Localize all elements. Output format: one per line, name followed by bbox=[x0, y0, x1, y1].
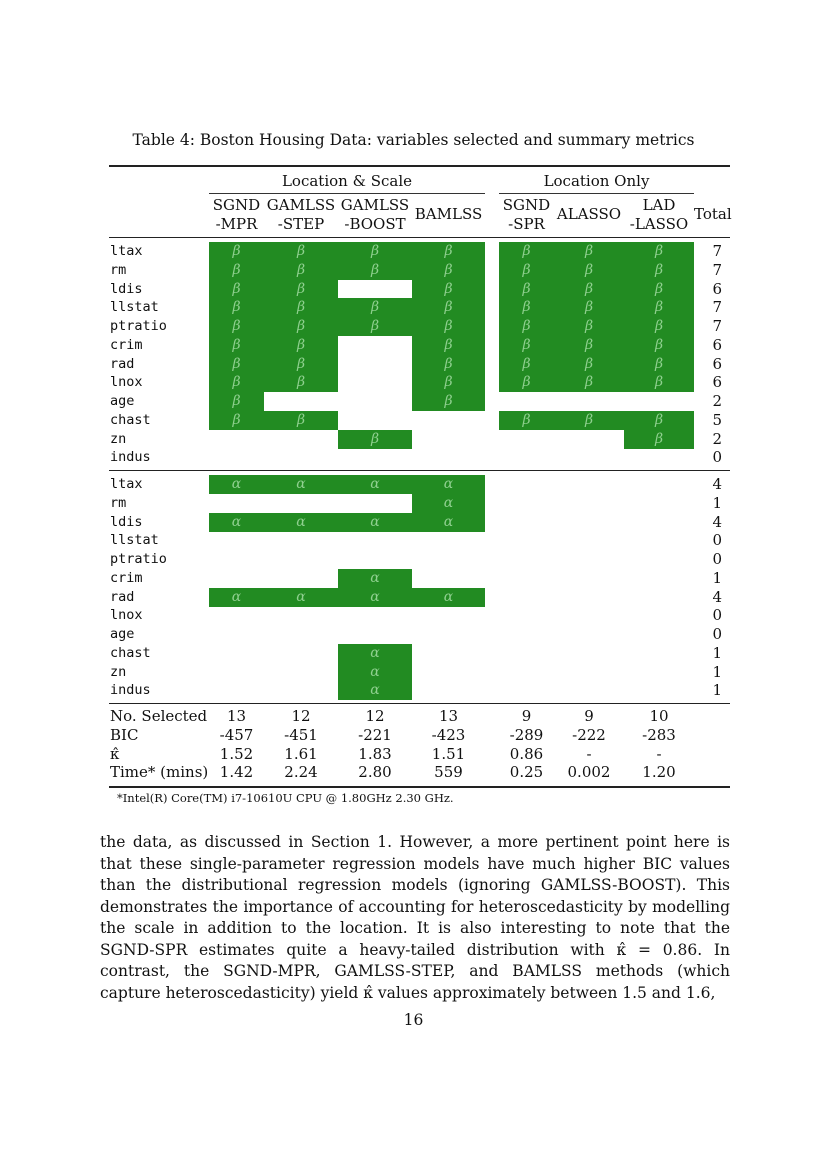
variable-name: lnox bbox=[110, 374, 143, 391]
summary-value: 1.83 bbox=[358, 744, 392, 763]
empty-cell bbox=[338, 494, 412, 513]
selected-cell: β bbox=[338, 317, 412, 336]
summary-value: 559 bbox=[434, 763, 463, 782]
empty-cell bbox=[412, 411, 485, 430]
variable-name: rm bbox=[110, 494, 127, 511]
empty-cell bbox=[338, 392, 412, 411]
column-header-line1: SGND bbox=[212, 196, 261, 214]
selected-cell: α bbox=[264, 513, 338, 532]
empty-cell bbox=[338, 373, 412, 392]
selected-cell: β bbox=[264, 298, 338, 317]
empty-cell bbox=[264, 392, 338, 411]
selected-cell: β bbox=[338, 298, 412, 317]
row-total: 1 bbox=[712, 493, 722, 512]
empty-cell bbox=[499, 430, 554, 449]
table-row bbox=[109, 430, 730, 449]
selected-cell: α bbox=[338, 663, 412, 682]
selected-cell: α bbox=[412, 475, 485, 494]
empty-cell bbox=[209, 531, 264, 550]
row-total: 2 bbox=[712, 392, 722, 410]
table-row bbox=[109, 298, 730, 317]
selected-cell: β bbox=[209, 373, 264, 392]
variable-name: llstat bbox=[110, 532, 159, 549]
summary-value: 13 bbox=[438, 707, 459, 725]
variable-name: chast bbox=[110, 411, 151, 428]
empty-cell bbox=[209, 430, 264, 449]
empty-cell bbox=[264, 606, 338, 625]
row-total: 1 bbox=[712, 643, 722, 662]
row-total: 0 bbox=[712, 531, 722, 550]
summary-value: 10 bbox=[649, 707, 669, 725]
row-total: 0 bbox=[712, 606, 722, 625]
column-header-2 bbox=[260, 196, 342, 234]
row-total: 1 bbox=[712, 568, 722, 587]
selected-cell: β bbox=[554, 242, 624, 261]
body-paragraph bbox=[100, 832, 730, 1004]
selected-cell: β bbox=[264, 411, 338, 430]
row-total: 1 bbox=[712, 662, 722, 681]
selected-cell: β bbox=[412, 317, 485, 336]
empty-cell bbox=[412, 448, 485, 467]
group-header-location-scale: Location & Scale bbox=[281, 172, 413, 190]
summary-row bbox=[109, 707, 730, 726]
empty-cell bbox=[209, 625, 264, 644]
selected-cell: β bbox=[264, 336, 338, 355]
summary-value: -289 bbox=[509, 725, 544, 744]
empty-cell bbox=[412, 681, 485, 700]
table-row bbox=[109, 336, 730, 355]
empty-cell bbox=[264, 625, 338, 644]
mid-rule bbox=[109, 470, 730, 471]
empty-cell bbox=[209, 663, 264, 682]
summary-label: No. Selected bbox=[110, 707, 208, 725]
selected-cell: α bbox=[412, 513, 485, 532]
selected-cell: β bbox=[338, 261, 412, 280]
selected-cell: β bbox=[264, 242, 338, 261]
selected-cell: β bbox=[554, 373, 624, 392]
row-total: 2 bbox=[712, 429, 722, 448]
selected-cell: β bbox=[554, 411, 624, 430]
selected-cell: β bbox=[412, 392, 485, 411]
variable-name: age bbox=[110, 626, 135, 642]
selected-cell: β bbox=[412, 373, 485, 392]
selected-cell: β bbox=[624, 411, 694, 430]
table-footnote: *Intel(R) Core(TM) i7-10610U CPU @ 1.80GHz 2.30 GHz. bbox=[117, 791, 454, 805]
selected-cell: β bbox=[624, 430, 694, 449]
selected-cell: α bbox=[412, 588, 485, 607]
summary-label: Time* (mins) bbox=[110, 763, 209, 782]
table-row bbox=[109, 475, 730, 494]
variable-name: zn bbox=[110, 430, 127, 447]
selected-cell: β bbox=[499, 298, 554, 317]
bottom-rule bbox=[109, 786, 730, 788]
summary-value: 2.80 bbox=[358, 763, 392, 782]
empty-cell bbox=[209, 448, 264, 467]
selected-cell: β bbox=[554, 261, 624, 280]
empty-cell bbox=[264, 430, 338, 449]
variable-name: indus bbox=[110, 682, 151, 699]
selected-cell: β bbox=[412, 355, 485, 374]
empty-cell bbox=[209, 550, 264, 569]
summary-value: 2.24 bbox=[284, 763, 318, 782]
selected-cell: β bbox=[624, 317, 694, 336]
column-header-line2: -MPR bbox=[215, 215, 258, 233]
empty-cell bbox=[412, 550, 485, 569]
table-row bbox=[109, 681, 730, 700]
table-row bbox=[109, 550, 730, 569]
column-header-7 bbox=[620, 196, 698, 234]
table-row bbox=[109, 411, 730, 430]
selected-cell: β bbox=[624, 355, 694, 374]
group-rule-location-scale bbox=[209, 193, 485, 194]
row-total: 7 bbox=[712, 317, 722, 335]
column-header-total: Total bbox=[694, 205, 732, 223]
selected-cell: α bbox=[338, 569, 412, 588]
empty-cell bbox=[338, 625, 412, 644]
table-row bbox=[109, 373, 730, 392]
table-row bbox=[109, 242, 730, 261]
summary-value: 1.20 bbox=[642, 763, 676, 782]
row-total: 0 bbox=[712, 550, 722, 568]
summary-value: 0.86 bbox=[509, 744, 544, 763]
variable-name: zn bbox=[110, 663, 127, 680]
table-row bbox=[109, 513, 730, 532]
page-number: 16 bbox=[403, 1011, 424, 1029]
table-row bbox=[109, 355, 730, 374]
variable-name: rad bbox=[110, 355, 135, 372]
selected-cell: α bbox=[338, 588, 412, 607]
summary-value: 9 bbox=[584, 707, 594, 725]
selected-cell: β bbox=[264, 261, 338, 280]
column-header-line2: -STEP bbox=[277, 215, 325, 233]
summary-value: -222 bbox=[572, 725, 606, 744]
row-total: 0 bbox=[712, 448, 722, 467]
variable-name: rad bbox=[110, 588, 135, 605]
selected-cell: α bbox=[338, 513, 412, 532]
summary-value: 0.002 bbox=[567, 763, 611, 782]
row-total: 4 bbox=[712, 475, 722, 493]
row-total: 7 bbox=[712, 242, 722, 260]
column-header-4 bbox=[408, 205, 489, 224]
table-row bbox=[109, 280, 730, 299]
column-header-line1: GAMLSS bbox=[340, 196, 410, 214]
column-header-line1: SGND bbox=[502, 196, 551, 214]
variable-name: indus bbox=[110, 449, 151, 466]
summary-rule bbox=[109, 703, 730, 704]
column-header-line2: -SPR bbox=[508, 215, 545, 233]
empty-cell bbox=[412, 430, 485, 449]
summary-row bbox=[109, 763, 730, 782]
variable-name: ptratio bbox=[110, 551, 167, 567]
selected-cell: β bbox=[264, 280, 338, 299]
empty-cell bbox=[338, 280, 412, 299]
column-header-line2: -LASSO bbox=[629, 215, 689, 233]
column-header-3 bbox=[334, 196, 416, 234]
selected-cell: β bbox=[412, 336, 485, 355]
empty-cell bbox=[412, 663, 485, 682]
table-row bbox=[109, 317, 730, 336]
variable-name: crim bbox=[110, 569, 143, 586]
selected-cell: β bbox=[209, 336, 264, 355]
row-total: 6 bbox=[712, 373, 722, 392]
variable-name: lnox bbox=[110, 607, 143, 624]
selected-cell: β bbox=[499, 317, 554, 336]
row-total: 6 bbox=[712, 354, 722, 373]
selected-cell: α bbox=[412, 494, 485, 513]
selected-cell: β bbox=[499, 261, 554, 280]
selected-cell: β bbox=[209, 298, 264, 317]
summary-value: -283 bbox=[642, 725, 676, 744]
empty-cell bbox=[412, 625, 485, 644]
selected-cell: β bbox=[209, 411, 264, 430]
selected-cell: β bbox=[624, 336, 694, 355]
selected-cell: β bbox=[209, 280, 264, 299]
variable-name: chast bbox=[110, 644, 151, 661]
empty-cell bbox=[554, 392, 624, 411]
empty-cell bbox=[412, 531, 485, 550]
selected-cell: β bbox=[624, 242, 694, 261]
empty-cell bbox=[209, 494, 264, 513]
row-total: 6 bbox=[712, 335, 722, 354]
empty-cell bbox=[264, 644, 338, 663]
selected-cell: β bbox=[264, 317, 338, 336]
empty-cell bbox=[338, 531, 412, 550]
summary-value: 9 bbox=[521, 707, 532, 725]
variable-name: crim bbox=[110, 336, 143, 353]
summary-value: -457 bbox=[219, 725, 254, 744]
selected-cell: β bbox=[338, 242, 412, 261]
selected-cell: β bbox=[499, 411, 554, 430]
selected-cell: α bbox=[264, 588, 338, 607]
summary-value: -451 bbox=[284, 725, 318, 744]
summary-value: 1.42 bbox=[219, 763, 254, 782]
selected-cell: β bbox=[624, 280, 694, 299]
column-header-line1: ALASSO bbox=[556, 205, 622, 223]
selected-cell: β bbox=[209, 261, 264, 280]
row-total: 6 bbox=[712, 279, 722, 298]
empty-cell bbox=[499, 392, 554, 411]
selected-cell: β bbox=[624, 298, 694, 317]
selected-cell: β bbox=[412, 242, 485, 261]
empty-cell bbox=[209, 569, 264, 588]
selected-cell: β bbox=[554, 280, 624, 299]
variable-name: ptratio bbox=[110, 318, 167, 334]
row-total: 4 bbox=[712, 512, 722, 531]
selected-cell: β bbox=[209, 392, 264, 411]
empty-cell bbox=[554, 448, 624, 467]
column-header-line1: LAD bbox=[642, 196, 676, 214]
table-caption: Table 4: Boston Housing Data: variables selected and summary metrics bbox=[132, 131, 695, 149]
empty-cell bbox=[264, 681, 338, 700]
column-header-6 bbox=[550, 205, 628, 224]
selected-cell: α bbox=[209, 513, 264, 532]
column-header-5 bbox=[495, 196, 558, 234]
empty-cell bbox=[338, 606, 412, 625]
selected-cell: α bbox=[338, 644, 412, 663]
selected-cell: β bbox=[554, 298, 624, 317]
selected-cell: β bbox=[209, 317, 264, 336]
empty-cell bbox=[209, 681, 264, 700]
empty-cell bbox=[338, 355, 412, 374]
column-header-line1: BAMLSS bbox=[414, 205, 483, 223]
selected-cell: β bbox=[264, 373, 338, 392]
column-header-1 bbox=[205, 196, 268, 234]
summary-value: 1.61 bbox=[284, 744, 318, 763]
selected-cell: β bbox=[499, 355, 554, 374]
variable-name: rm bbox=[110, 261, 127, 278]
variable-name: ldis bbox=[110, 280, 143, 297]
empty-cell bbox=[209, 644, 264, 663]
summary-value: 1.51 bbox=[431, 744, 466, 763]
variable-name: age bbox=[110, 393, 135, 409]
table-row bbox=[109, 606, 730, 625]
selected-cell: β bbox=[412, 280, 485, 299]
paragraph-text: the data, as discussed in Section 1. However, a more pertinent point here is that these single-parameter regression models have much higher BIC values than the distributional regression models (ignoring GAMLSS-BOOST). This demonstrates the importance of accounting for heteroscedasticity by modelling the scale in addition to the location. It is also interesting to note that the SGND-SPR estimates quite a heavy-tailed distribution with κ̂ = 0.86. In contrast, the SGND-MPR, GAMLSS-STEP, and BAMLSS methods (which capture heteroscedasticity) yield κ̂ values approximately between 1.5 and 1.6, bbox=[100, 833, 730, 1002]
empty-cell bbox=[338, 550, 412, 569]
summary-label: κ̂ bbox=[110, 744, 120, 763]
empty-cell bbox=[264, 663, 338, 682]
selected-cell: α bbox=[338, 475, 412, 494]
selected-cell: β bbox=[209, 242, 264, 261]
summary-value: 12 bbox=[291, 707, 311, 725]
selected-cell: α bbox=[209, 588, 264, 607]
table-row bbox=[109, 448, 730, 467]
empty-cell bbox=[499, 448, 554, 467]
selected-cell: β bbox=[554, 355, 624, 374]
variable-name: ltax bbox=[110, 243, 143, 259]
selected-cell: β bbox=[499, 242, 554, 261]
empty-cell bbox=[338, 448, 412, 467]
empty-cell bbox=[338, 411, 412, 430]
summary-row bbox=[109, 726, 730, 745]
selected-cell: β bbox=[499, 373, 554, 392]
summary-value: 0.25 bbox=[509, 763, 544, 782]
variable-name: llstat bbox=[110, 299, 159, 316]
row-total: 4 bbox=[712, 587, 722, 606]
table-row bbox=[109, 644, 730, 663]
variable-name: ltax bbox=[110, 476, 143, 492]
selected-cell: β bbox=[338, 430, 412, 449]
row-total: 7 bbox=[712, 298, 722, 317]
empty-cell bbox=[624, 392, 694, 411]
selected-cell: α bbox=[209, 475, 264, 494]
empty-cell bbox=[412, 644, 485, 663]
table-row bbox=[109, 261, 730, 280]
selected-cell: β bbox=[499, 280, 554, 299]
table-row bbox=[109, 663, 730, 682]
table-row bbox=[109, 531, 730, 550]
summary-value: 12 bbox=[365, 707, 385, 725]
table-row bbox=[109, 494, 730, 513]
selected-cell: β bbox=[412, 298, 485, 317]
column-header-line2: -BOOST bbox=[344, 215, 406, 233]
summary-value: 1.52 bbox=[219, 744, 254, 763]
row-total: 1 bbox=[712, 681, 722, 700]
group-header-location-only: Location Only bbox=[543, 172, 650, 190]
selected-cell: β bbox=[209, 355, 264, 374]
table-row bbox=[109, 569, 730, 588]
empty-cell bbox=[264, 531, 338, 550]
empty-cell bbox=[338, 336, 412, 355]
variable-name: ldis bbox=[110, 513, 143, 530]
empty-cell bbox=[264, 448, 338, 467]
selected-cell: β bbox=[264, 355, 338, 374]
summary-row bbox=[109, 745, 730, 764]
selected-cell: α bbox=[338, 681, 412, 700]
selected-cell: β bbox=[554, 336, 624, 355]
table-row bbox=[109, 625, 730, 644]
summary-label: BIC bbox=[110, 725, 139, 744]
selected-cell: β bbox=[412, 261, 485, 280]
empty-cell bbox=[412, 606, 485, 625]
table-row bbox=[109, 588, 730, 607]
empty-cell bbox=[264, 569, 338, 588]
selected-cell: β bbox=[554, 317, 624, 336]
selected-cell: α bbox=[264, 475, 338, 494]
column-header-line1: GAMLSS bbox=[266, 196, 336, 214]
selected-cell: β bbox=[624, 261, 694, 280]
empty-cell bbox=[412, 569, 485, 588]
table-row bbox=[109, 392, 730, 411]
summary-value: - bbox=[586, 744, 592, 763]
empty-cell bbox=[624, 448, 694, 467]
row-total: 5 bbox=[712, 410, 722, 429]
group-rule-location-only bbox=[499, 193, 694, 194]
row-total: 0 bbox=[712, 625, 722, 643]
empty-cell bbox=[264, 494, 338, 513]
summary-value: - bbox=[656, 744, 662, 763]
summary-value: 13 bbox=[226, 707, 247, 725]
summary-value: -423 bbox=[431, 725, 466, 744]
summary-value: -221 bbox=[358, 725, 392, 744]
selected-cell: β bbox=[624, 373, 694, 392]
empty-cell bbox=[554, 430, 624, 449]
empty-cell bbox=[209, 606, 264, 625]
selected-cell: β bbox=[499, 336, 554, 355]
row-total: 7 bbox=[712, 260, 722, 279]
header-rule bbox=[109, 237, 730, 238]
empty-cell bbox=[264, 550, 338, 569]
top-rule bbox=[109, 165, 730, 167]
